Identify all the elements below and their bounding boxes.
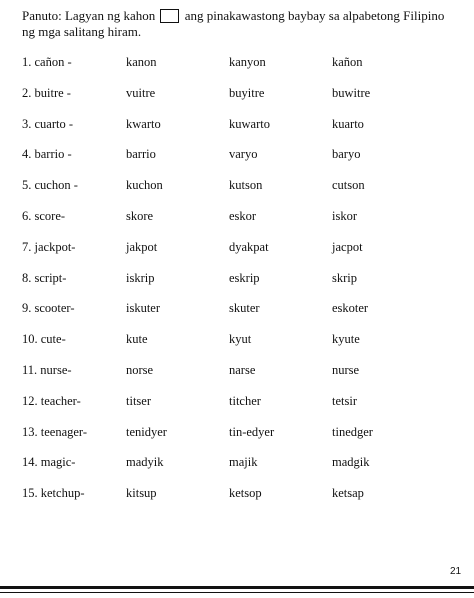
- choice-a[interactable]: iskrip: [126, 270, 155, 285]
- choice-c[interactable]: baryo: [332, 147, 361, 162]
- choice-a[interactable]: kanon: [126, 55, 157, 69]
- item-word: 12. teacher-: [22, 393, 81, 408]
- choice-c[interactable]: eskoter: [332, 301, 369, 316]
- list-item: [22, 86, 462, 117]
- item-word: 1. cañon -: [22, 55, 72, 69]
- choice-a[interactable]: titser: [126, 393, 151, 408]
- list-item: [22, 147, 462, 178]
- choice-a[interactable]: norse: [126, 362, 154, 377]
- list-item: [22, 486, 462, 517]
- footer-divider: [0, 586, 474, 589]
- word-list: [22, 55, 462, 517]
- choice-c[interactable]: buwitre: [332, 85, 371, 100]
- choice-a[interactable]: tenidyer: [126, 424, 167, 439]
- page-number: 21: [450, 566, 462, 577]
- choice-a[interactable]: jakpot: [126, 239, 158, 254]
- list-item: [22, 271, 462, 302]
- item-word: 8. script-: [22, 270, 67, 285]
- list-item: [22, 209, 462, 240]
- item-word: 2. buitre -: [22, 85, 71, 100]
- choice-c[interactable]: nurse: [332, 362, 360, 377]
- item-word: 11. nurse-: [22, 362, 72, 377]
- answer-box-icon: [160, 9, 179, 23]
- list-item: [22, 240, 462, 271]
- choice-a[interactable]: madyik: [126, 455, 164, 470]
- instructions-text-end: ang pinakawastong baybay sa alpabetong Filipino: [184, 8, 445, 23]
- list-item: [22, 117, 462, 148]
- choice-a[interactable]: barrio: [126, 147, 156, 162]
- choice-b[interactable]: titcher: [229, 393, 261, 408]
- choice-c[interactable]: jacpot: [332, 239, 363, 254]
- choice-c[interactable]: kyute: [332, 332, 360, 347]
- list-item: [22, 301, 462, 332]
- choice-c[interactable]: kuarto: [332, 116, 364, 131]
- list-item: [22, 394, 462, 425]
- instructions-text-start: Panuto: Lagyan ng kahon: [22, 8, 156, 23]
- list-item: [22, 178, 462, 209]
- choice-b[interactable]: varyo: [229, 147, 258, 162]
- footer-divider: [0, 592, 474, 593]
- list-item: [22, 332, 462, 363]
- item-word: 4. barrio -: [22, 147, 72, 162]
- item-word: 14. magic-: [22, 455, 76, 470]
- item-word: 15. ketchup-: [22, 486, 85, 501]
- choice-b[interactable]: kutson: [229, 178, 263, 193]
- choice-a[interactable]: kute: [126, 332, 148, 347]
- item-word: 10. cute-: [22, 332, 66, 347]
- choice-a[interactable]: iskuter: [126, 301, 161, 316]
- item-word: 9. scooter-: [22, 301, 75, 316]
- item-word: 3. cuarto -: [22, 116, 74, 131]
- choice-c[interactable]: kañon: [332, 55, 363, 69]
- list-item: [22, 455, 462, 486]
- list-item: [22, 425, 462, 456]
- choice-b[interactable]: eskor: [229, 208, 257, 223]
- item-word: 5. cuchon -: [22, 178, 78, 193]
- choice-b[interactable]: dyakpat: [229, 239, 269, 254]
- choice-b[interactable]: kuwarto: [229, 116, 270, 131]
- list-item: [22, 363, 462, 394]
- list-item: [22, 55, 462, 86]
- choice-c[interactable]: iskor: [332, 208, 357, 223]
- choice-b[interactable]: kanyon: [229, 55, 266, 69]
- choice-a[interactable]: kuchon: [126, 178, 163, 193]
- choice-a[interactable]: kwarto: [126, 116, 161, 131]
- choice-a[interactable]: vuitre: [126, 85, 156, 100]
- item-word: 6. score-: [22, 208, 66, 223]
- item-word: 7. jackpot-: [22, 239, 76, 254]
- choice-b[interactable]: kyut: [229, 332, 252, 347]
- choice-c[interactable]: madgik: [332, 455, 370, 470]
- choice-b[interactable]: majik: [229, 455, 258, 470]
- choice-c[interactable]: tinedger: [332, 424, 373, 439]
- choice-c[interactable]: skrip: [332, 270, 357, 285]
- choice-c[interactable]: tetsir: [332, 393, 357, 408]
- choice-c[interactable]: ketsap: [332, 486, 364, 501]
- instructions: [22, 8, 462, 40]
- choice-a[interactable]: kitsup: [126, 486, 157, 501]
- instructions-line-2: ng mga salitang hiram.: [22, 24, 142, 39]
- item-word: 13. teenager-: [22, 424, 87, 439]
- choice-a[interactable]: skore: [126, 208, 154, 223]
- choice-b[interactable]: narse: [229, 362, 256, 377]
- choice-c[interactable]: cutson: [332, 178, 365, 193]
- choice-b[interactable]: tin-edyer: [229, 424, 275, 439]
- choice-b[interactable]: buyitre: [229, 85, 265, 100]
- instructions-line-1: [22, 8, 462, 24]
- choice-b[interactable]: eskrip: [229, 270, 260, 285]
- choice-b[interactable]: skuter: [229, 301, 260, 316]
- choice-b[interactable]: ketsop: [229, 486, 262, 501]
